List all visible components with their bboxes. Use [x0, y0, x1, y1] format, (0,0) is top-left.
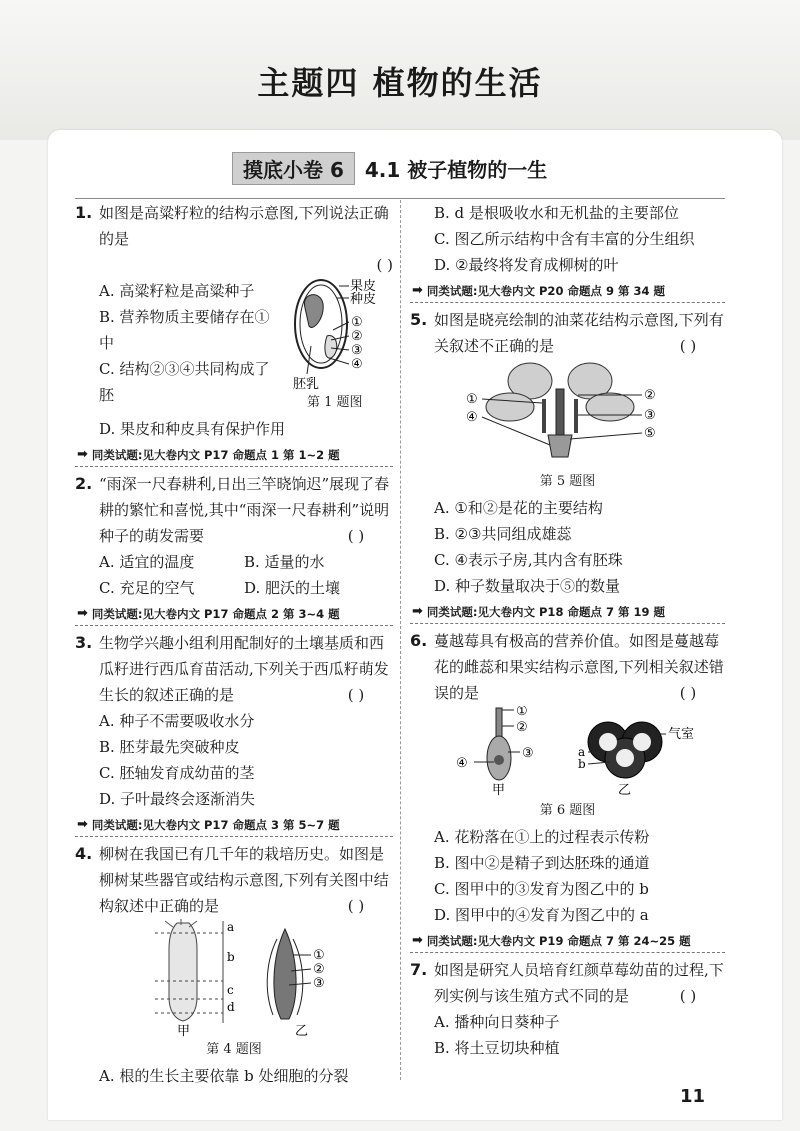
- reference-link[interactable]: [75, 814, 393, 837]
- sorghum-grain-figure: [287, 274, 387, 394]
- reference-text: 同类试题:见大卷内文 P17 命题点 2 第 3~4 题: [91, 607, 340, 621]
- reference-link[interactable]: [75, 603, 393, 626]
- question-text: 柳树在我国已有几千年的栽培历史。如图是柳树某些器官或结构示意图,下列有关图中结构叙述中正确的是: [99, 845, 389, 915]
- option-a: A. 花粉落在①上的过程表示传粉: [434, 828, 650, 846]
- label-air-chamber: 气室: [668, 727, 695, 742]
- question-number: 3.: [75, 633, 93, 652]
- reference-text: 同类试题:见大卷内文 P18 命题点 7 第 19 题: [426, 605, 665, 619]
- left-column: [75, 200, 393, 1089]
- option-a: A. 根的生长主要依靠 b 处细胞的分裂: [99, 1067, 349, 1085]
- option-c: C. ④表示子房,其内含有胚珠: [434, 551, 623, 569]
- label-3: ③: [313, 976, 325, 991]
- label-1: ①: [466, 392, 478, 407]
- option-b: B. 胚芽最先突破种皮: [99, 738, 240, 756]
- label-a: a: [578, 745, 586, 759]
- question-number: 7.: [410, 960, 428, 979]
- option-b: B. 图中②是精子到达胚珠的通道: [434, 854, 650, 872]
- question-text: 如图是高粱籽粒的结构示意图,下列说法正确的是: [99, 204, 389, 248]
- answer-blank[interactable]: ( ): [347, 686, 365, 704]
- question-stem: [410, 957, 725, 1009]
- question-stem: [75, 471, 393, 549]
- reference-link[interactable]: [75, 444, 393, 467]
- option-d: D. 图甲中的④发育为图乙中的 a: [434, 906, 649, 924]
- option-b: B. ②③共同组成雄蕊: [434, 525, 572, 543]
- options-row: [75, 575, 393, 601]
- label-a: a: [227, 920, 235, 934]
- question-stem: [75, 841, 393, 919]
- option-a: A. ①和②是花的主要结构: [434, 499, 603, 517]
- label-5: ⑤: [644, 426, 656, 441]
- question-text: 如图是研究人员培育红颜草莓幼苗的过程,下列实例与该生殖方式不同的是: [434, 961, 724, 1005]
- label-2: ②: [516, 720, 528, 735]
- label-3: ③: [351, 343, 363, 358]
- label-yi: 乙: [295, 1024, 309, 1037]
- answer-paren: ( ): [376, 256, 393, 274]
- option-b: B. 适量的水: [244, 553, 325, 571]
- reference-text: 同类试题:见大卷内文 P19 命题点 7 第 24~25 题: [426, 934, 691, 948]
- header-divider: [75, 198, 725, 199]
- question-stem: [75, 200, 393, 252]
- label-2: ②: [313, 962, 325, 977]
- cranberry-pistil-fruit-figure: [410, 706, 710, 798]
- right-column: [410, 200, 725, 1061]
- question-number: 1.: [75, 203, 93, 222]
- question-1: [75, 200, 393, 467]
- label-4: ④: [456, 756, 468, 771]
- question-7: [410, 957, 725, 1061]
- option-d: D. ②最终将发育成柳树的叶: [434, 256, 619, 274]
- reference-link[interactable]: [410, 280, 725, 303]
- arrow-icon: ➡: [412, 933, 423, 948]
- option-c: C. 图甲中的③发育为图乙中的 b: [434, 880, 649, 898]
- question-stem: [75, 630, 393, 708]
- option-b: B. 营养物质主要储存在①中: [99, 308, 270, 352]
- label-seed-coat: 种皮: [350, 292, 377, 307]
- label-yi: 乙: [618, 783, 632, 798]
- option-c: C. 充足的空气: [99, 579, 195, 597]
- reference-text: 同类试题:见大卷内文 P17 命题点 1 第 1~2 题: [91, 448, 340, 462]
- label-jia: 甲: [177, 1024, 191, 1037]
- option-b: B. d 是根吸收水和无机盐的主要部位: [434, 204, 679, 222]
- question-text: 蔓越莓具有极高的营养价值。如图是蔓越莓花的雌蕊和果实结构示意图,下列相关叙述错误的是: [434, 632, 724, 702]
- arrow-icon: ➡: [77, 606, 88, 621]
- column-divider: [400, 200, 401, 1080]
- figure-caption: 第 4 题图: [206, 1042, 262, 1057]
- option-d: D. 果皮和种皮具有保护作用: [99, 420, 286, 438]
- option-d: D. 子叶最终会逐渐消失: [99, 790, 256, 808]
- label-4: ④: [466, 410, 478, 425]
- answer-blank[interactable]: ( ): [679, 987, 697, 1005]
- label-1: ①: [516, 706, 528, 719]
- options-row: [75, 549, 393, 575]
- answer-blank[interactable]: ( ): [679, 684, 697, 702]
- question-5: [410, 307, 725, 624]
- label-4: ④: [351, 357, 363, 372]
- question-stem: [410, 307, 725, 359]
- question-3: [75, 630, 393, 837]
- question-number: 6.: [410, 631, 428, 650]
- arrow-icon: ➡: [412, 283, 423, 298]
- figure-caption: 第 6 题图: [539, 803, 596, 818]
- page-number: 11: [679, 1086, 705, 1107]
- reference-text: 同类试题:见大卷内文 P20 命题点 9 第 34 题: [426, 284, 665, 298]
- option-a: A. 高粱籽粒是高粱种子: [99, 282, 255, 300]
- label-3: ③: [522, 746, 534, 761]
- willow-root-bud-figure: [85, 919, 385, 1037]
- section-title: 4.1 被子植物的一生: [364, 157, 548, 182]
- answer-blank[interactable]: ( ): [679, 337, 697, 355]
- option-d: D. 种子数量取决于⑤的数量: [434, 577, 621, 595]
- label-1: ①: [313, 948, 325, 963]
- label-1: ①: [351, 315, 363, 330]
- question-number: 5.: [410, 310, 428, 329]
- option-c: C. 胚轴发育成幼苗的茎: [99, 764, 255, 782]
- section-header: [232, 153, 547, 183]
- question-4: [75, 841, 393, 1089]
- label-pericarp: 果皮: [350, 279, 377, 294]
- reference-text: 同类试题:见大卷内文 P17 命题点 3 第 5~7 题: [91, 818, 340, 832]
- section-label: 摸底小卷 6: [232, 152, 355, 185]
- reference-link[interactable]: [410, 930, 725, 953]
- figure-caption: 第 1 题图: [307, 395, 363, 410]
- page-title: 主题四 植物的生活: [257, 64, 543, 102]
- question-6: [410, 628, 725, 953]
- option-b: B. 将土豆切块种植: [434, 1039, 560, 1057]
- arrow-icon: ➡: [77, 817, 88, 832]
- label-2: ②: [351, 329, 363, 344]
- answer-blank[interactable]: ( ): [347, 527, 365, 545]
- label-2: ②: [644, 388, 656, 403]
- figure-caption: 第 5 题图: [539, 474, 596, 489]
- answer-blank[interactable]: ( ): [347, 897, 365, 915]
- option-a: A. 种子不需要吸收水分: [99, 712, 255, 730]
- arrow-icon: ➡: [412, 604, 423, 619]
- rapeseed-flower-figure: [410, 359, 710, 469]
- label-b: b: [578, 757, 586, 771]
- question-2: [75, 471, 393, 626]
- question-text: 如图是晓亮绘制的油菜花结构示意图,下列有关叙述不正确的是: [434, 311, 724, 355]
- question-text: “雨深一尺春耕利,日出三竿晓饷迟”展现了春耕的繁忙和喜悦,其中“雨深一尺春耕利”说明种子的萌发需要: [99, 475, 390, 545]
- question-stem: [410, 628, 725, 706]
- option-a: A. 适宜的温度: [99, 553, 195, 571]
- label-d: d: [227, 1000, 235, 1014]
- arrow-icon: ➡: [77, 447, 88, 462]
- option-a: A. 播种向日葵种子: [434, 1013, 560, 1031]
- label-3: ③: [644, 408, 656, 423]
- option-c: C. 图乙所示结构中含有丰富的分生组织: [434, 230, 695, 248]
- question-text: 生物学兴趣小组利用配制好的土壤基质和西瓜籽进行西瓜育苗活动,下列关于西瓜籽萌发生长的叙述正确的是: [99, 634, 389, 704]
- option-d: D. 肥沃的土壤: [244, 579, 341, 597]
- label-jia: 甲: [492, 783, 506, 798]
- label-c: c: [227, 983, 234, 997]
- label-endosperm: 胚乳: [293, 377, 320, 392]
- option-c: C. 结构②③④共同构成了胚: [99, 360, 270, 404]
- question-number: 2.: [75, 474, 93, 493]
- reference-link[interactable]: [410, 601, 725, 624]
- label-b: b: [227, 950, 235, 964]
- question-number: 4.: [75, 844, 93, 863]
